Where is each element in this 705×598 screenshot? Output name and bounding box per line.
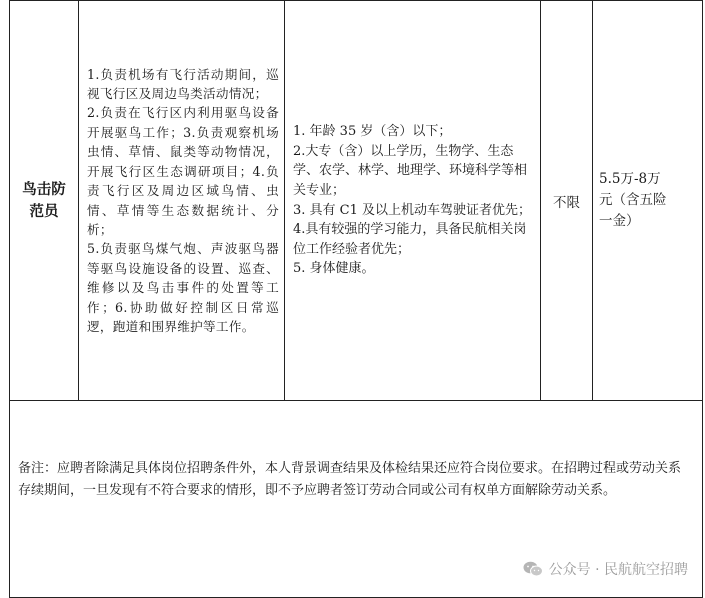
major-value: 不限 bbox=[553, 194, 580, 211]
position-title-line1: 鸟击防 bbox=[22, 180, 66, 198]
requirement-item: 2.大专（含）以上学历，生物学、生态学、农学、林学、地理学、环境科学等相关专业； bbox=[293, 143, 528, 198]
requirements-list bbox=[285, 118, 540, 283]
salary-line: 5.5万-8万 bbox=[599, 171, 661, 187]
position-title-line2: 范员 bbox=[29, 202, 59, 220]
salary-cell bbox=[593, 1, 703, 401]
watermark bbox=[523, 559, 688, 579]
position-title-cell bbox=[10, 1, 79, 401]
salary-line: 元（含五险 bbox=[599, 192, 667, 208]
wechat-icon bbox=[523, 561, 543, 577]
duty-item: 5.负责驱鸟煤气炮、声波驱鸟器等驱鸟设施设备的设置、巡查、维修以及鸟击事件的处置等工作；6.协助做好控制区日常巡逻，跑道和围界维护等工作。 bbox=[87, 241, 279, 334]
requirement-item: 3. 具有 C1 及以上机动车驾驶证者优先； bbox=[293, 202, 532, 218]
job-table bbox=[9, 0, 703, 598]
major-cell bbox=[541, 1, 593, 401]
requirement-item: 1. 年龄 35 岁（含）以下； bbox=[293, 124, 452, 140]
salary-line: 一金） bbox=[599, 213, 640, 229]
duty-item: 2.负责在飞行区内利用驱鸟设备开展驱鸟工作；3.负责观察机场虫情、草情、鼠类等动物情况，开展飞行区生态调研项目；4.负责飞行区及周边区域鸟情、虫情、草情等生态数据统计、分析； bbox=[87, 105, 279, 237]
duties-list bbox=[79, 59, 284, 343]
requirements-cell bbox=[285, 1, 541, 401]
position-row bbox=[10, 1, 703, 401]
duty-item: 1.负责机场有飞行活动期间，巡视飞行区及周边鸟类活动情况； bbox=[87, 66, 279, 102]
watermark-text: 公众号 · 民航航空招聘 bbox=[548, 562, 688, 578]
requirement-item: 4.具有较强的学习能力，具备民航相关岗位工作经验者优先； bbox=[293, 222, 527, 257]
duties-cell bbox=[79, 1, 285, 401]
requirement-item: 5. 身体健康。 bbox=[293, 261, 375, 277]
note-text: 备注：应聘者除满足具体岗位招聘条件外，本人背景调查结果及体检结果还应符合岗位要求。在招聘过程或劳动关系存续期间，一旦发现有不符合要求的情形，即不予应聘者签订劳动合同或公司有权单方面解除劳动关系。 bbox=[18, 461, 682, 498]
